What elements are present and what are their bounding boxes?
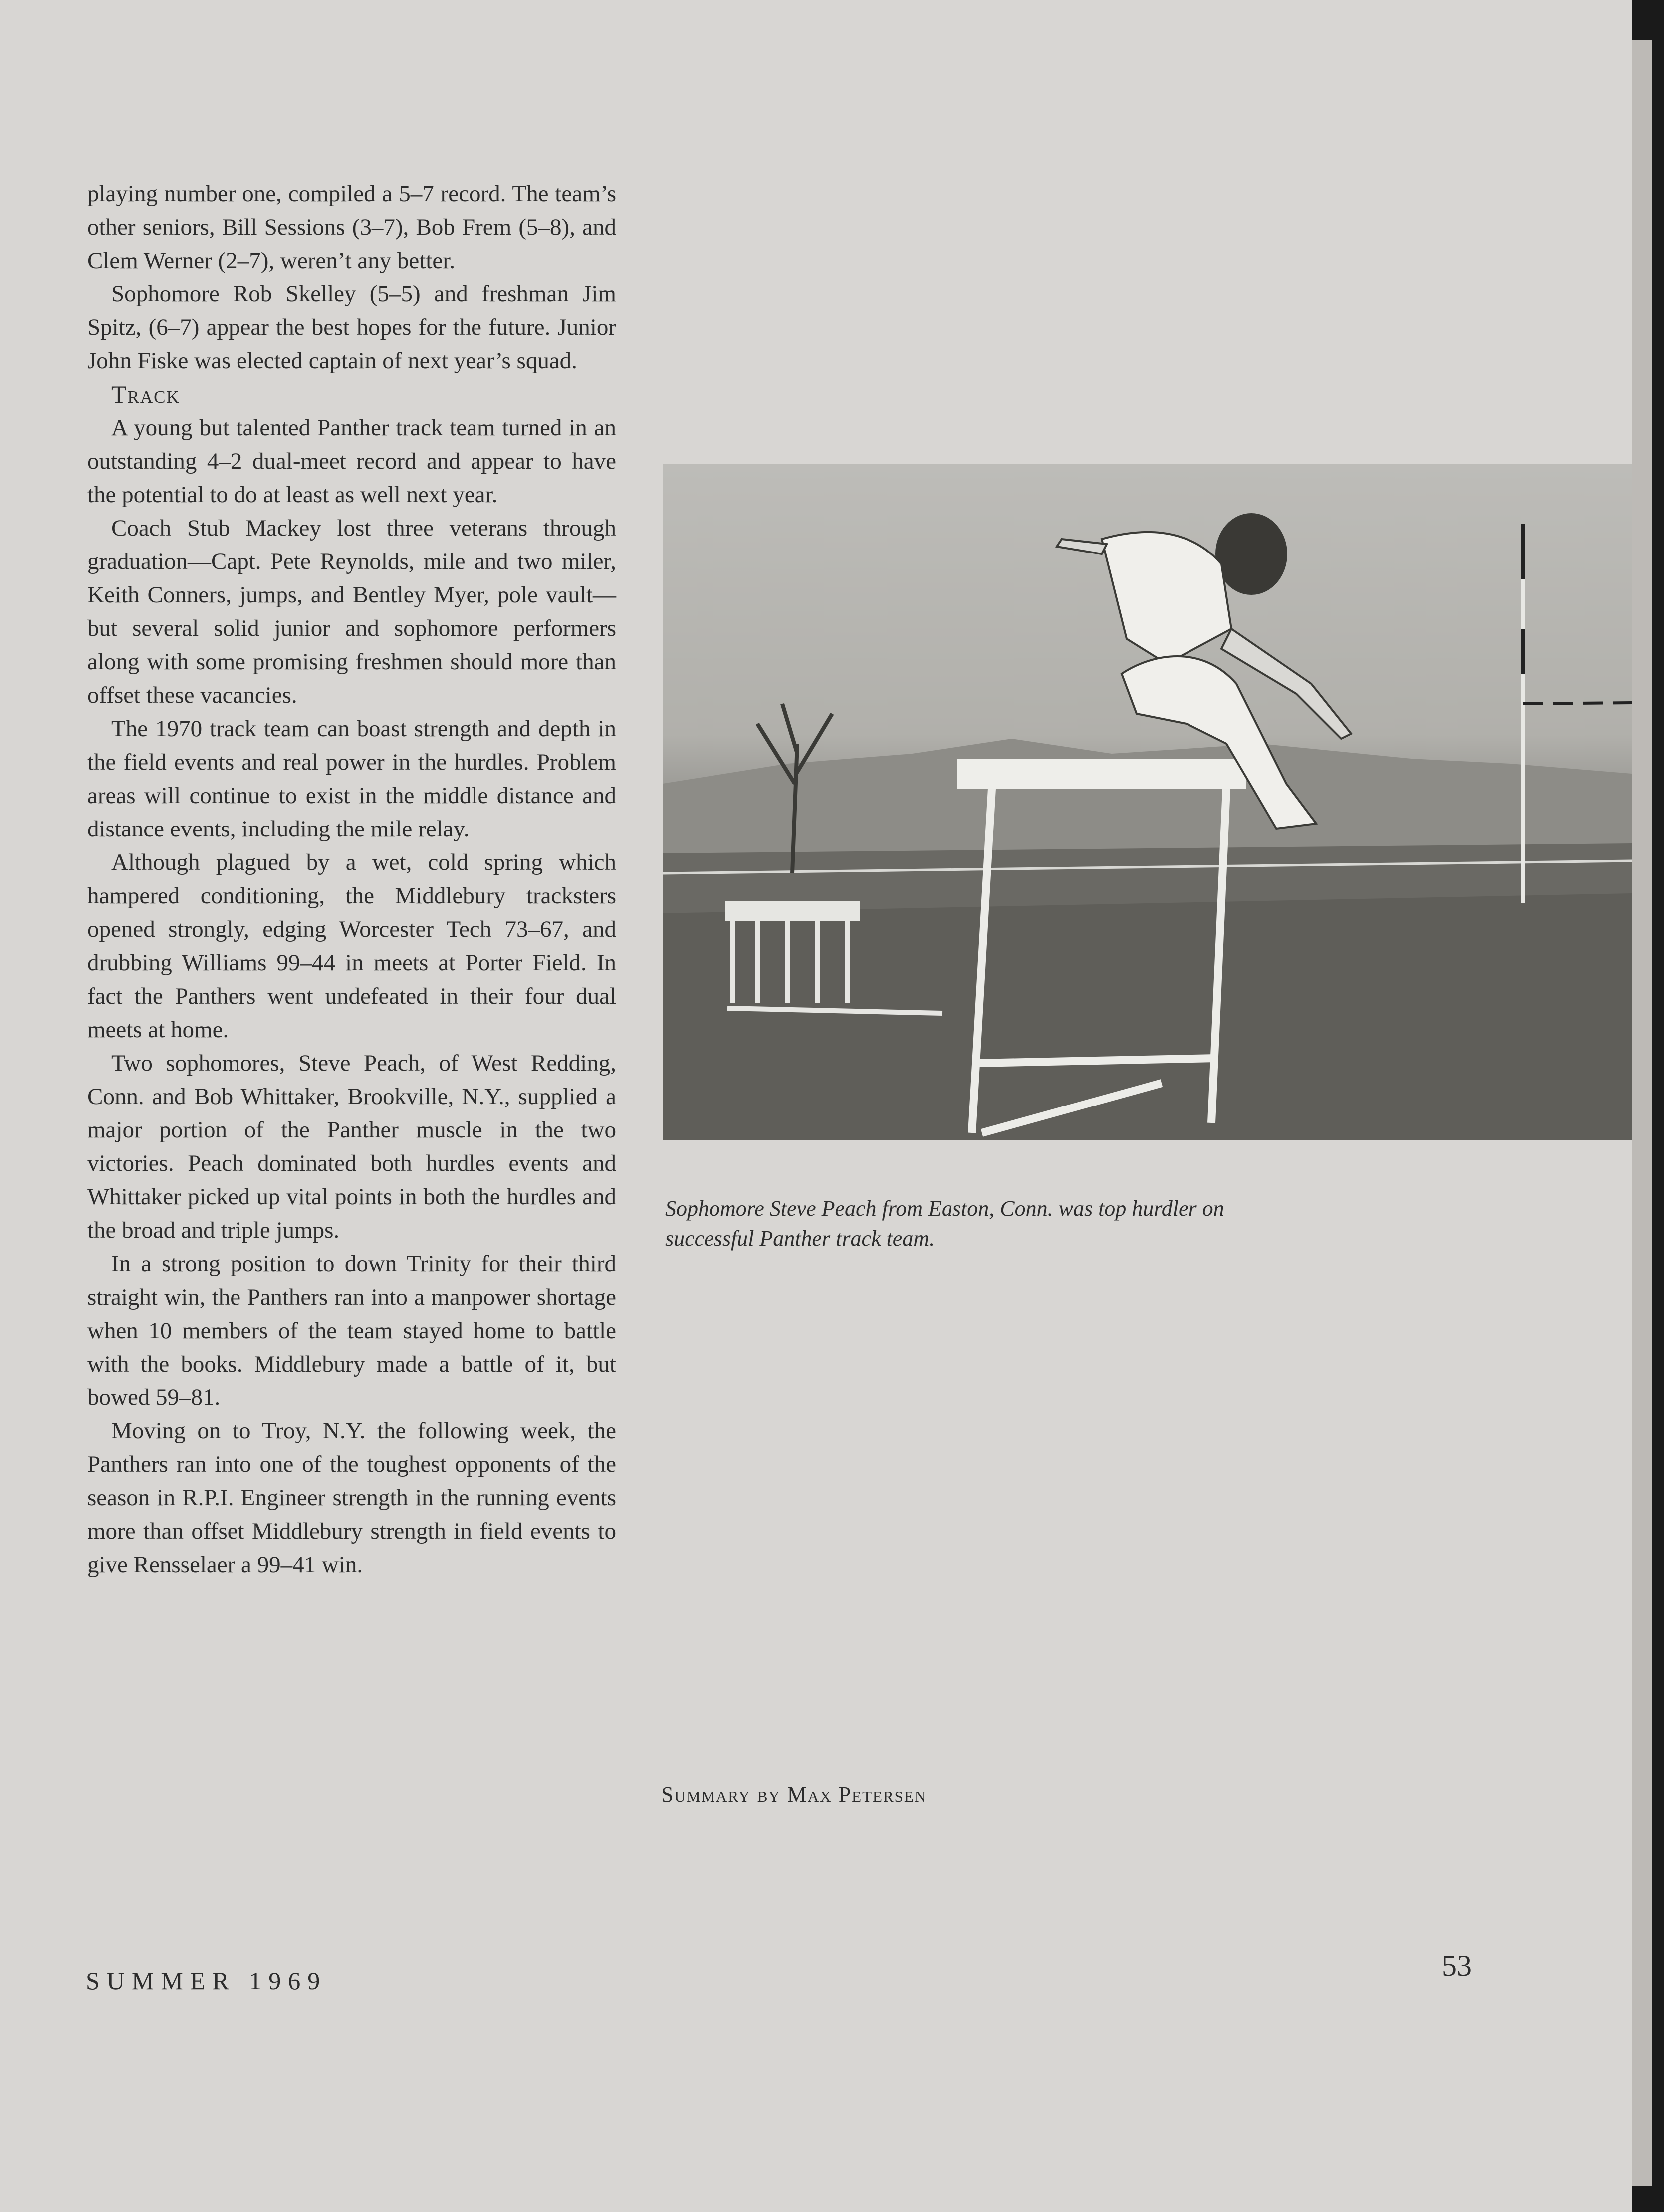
track-paragraph-5: Two sophomores, Steve Peach, of West Redding, Conn. and Bob Whittaker, Brookville, N.Y., supplied a major portion of the Panther muscle in the two victories. Peach dominated both hurdles events and Whittaker picked up vital points in both the hurdles and the broad and triple jumps.	[87, 1050, 616, 1243]
article-paragraph-2: Sophomore Rob Skelley (5–5) and freshman Jim Spitz, (6–7) appear the best hopes for the future. Junior John Fiske was elected captain of next year’s squad.	[87, 281, 616, 374]
photo-caption: Sophomore Steve Peach from Easton, Conn. was top hurdler on successful Panther track team.	[665, 1196, 1224, 1251]
issue-footer: SUMMER 1969	[86, 1967, 327, 1995]
track-paragraph-7: Moving on to Troy, N.Y. the following week, the Panthers ran into one of the toughest opponents of the season in R.P.I. Engineer strength in the running events more than offset Middlebury strength in field events to give Rensselaer a 99–41 win.	[87, 1418, 616, 1578]
article-paragraph-1: playing number one, compiled a 5–7 record. The team’s other seniors, Bill Sessions (3–7), Bob Frem (5–8), and Clem Werner (2–7), weren’t any better.	[87, 181, 616, 274]
track-paragraph-6: In a strong position to down Trinity for their third straight win, the Panthers ran into a manpower shortage when 10 members of the team stayed home to battle with the books. Middlebury made a battle of it, but bowed 59–81.	[87, 1251, 616, 1410]
track-paragraph-2: Coach Stub Mackey lost three veterans through graduation—Capt. Pete Reynolds, mile and two miler, Keith Conners, jumps, and Bentley Myer, pole vault—but several solid junior and sophomore performers along with some promising freshmen should more than offset these vacancies.	[87, 515, 616, 708]
article-column	[87, 177, 616, 1582]
section-heading-track: Track	[111, 380, 180, 408]
hurdler-photo	[663, 464, 1632, 1140]
page-edge	[1632, 40, 1652, 2186]
byline: Summary by Max Petersen	[661, 1782, 927, 1807]
page-number: 53	[1442, 1949, 1472, 1982]
track-paragraph-1: A young but talented Panther track team turned in an outstanding 4–2 dual-meet record and appear to have the potential to do at least as well next year.	[87, 415, 616, 508]
track-paragraph-3: The 1970 track team can boast strength and depth in the field events and real power in the hurdles. Problem areas will continue to exist in the middle distance and distance events, including the mile relay.	[87, 716, 616, 842]
track-paragraph-4: Although plagued by a wet, cold spring which hampered conditioning, the Middlebury tracksters opened strongly, edging Worcester Tech 73–67, and drubbing Williams 99–44 in meets at Porter Field. In fact the Panthers went undefeated in their four dual meets at home.	[87, 849, 616, 1043]
